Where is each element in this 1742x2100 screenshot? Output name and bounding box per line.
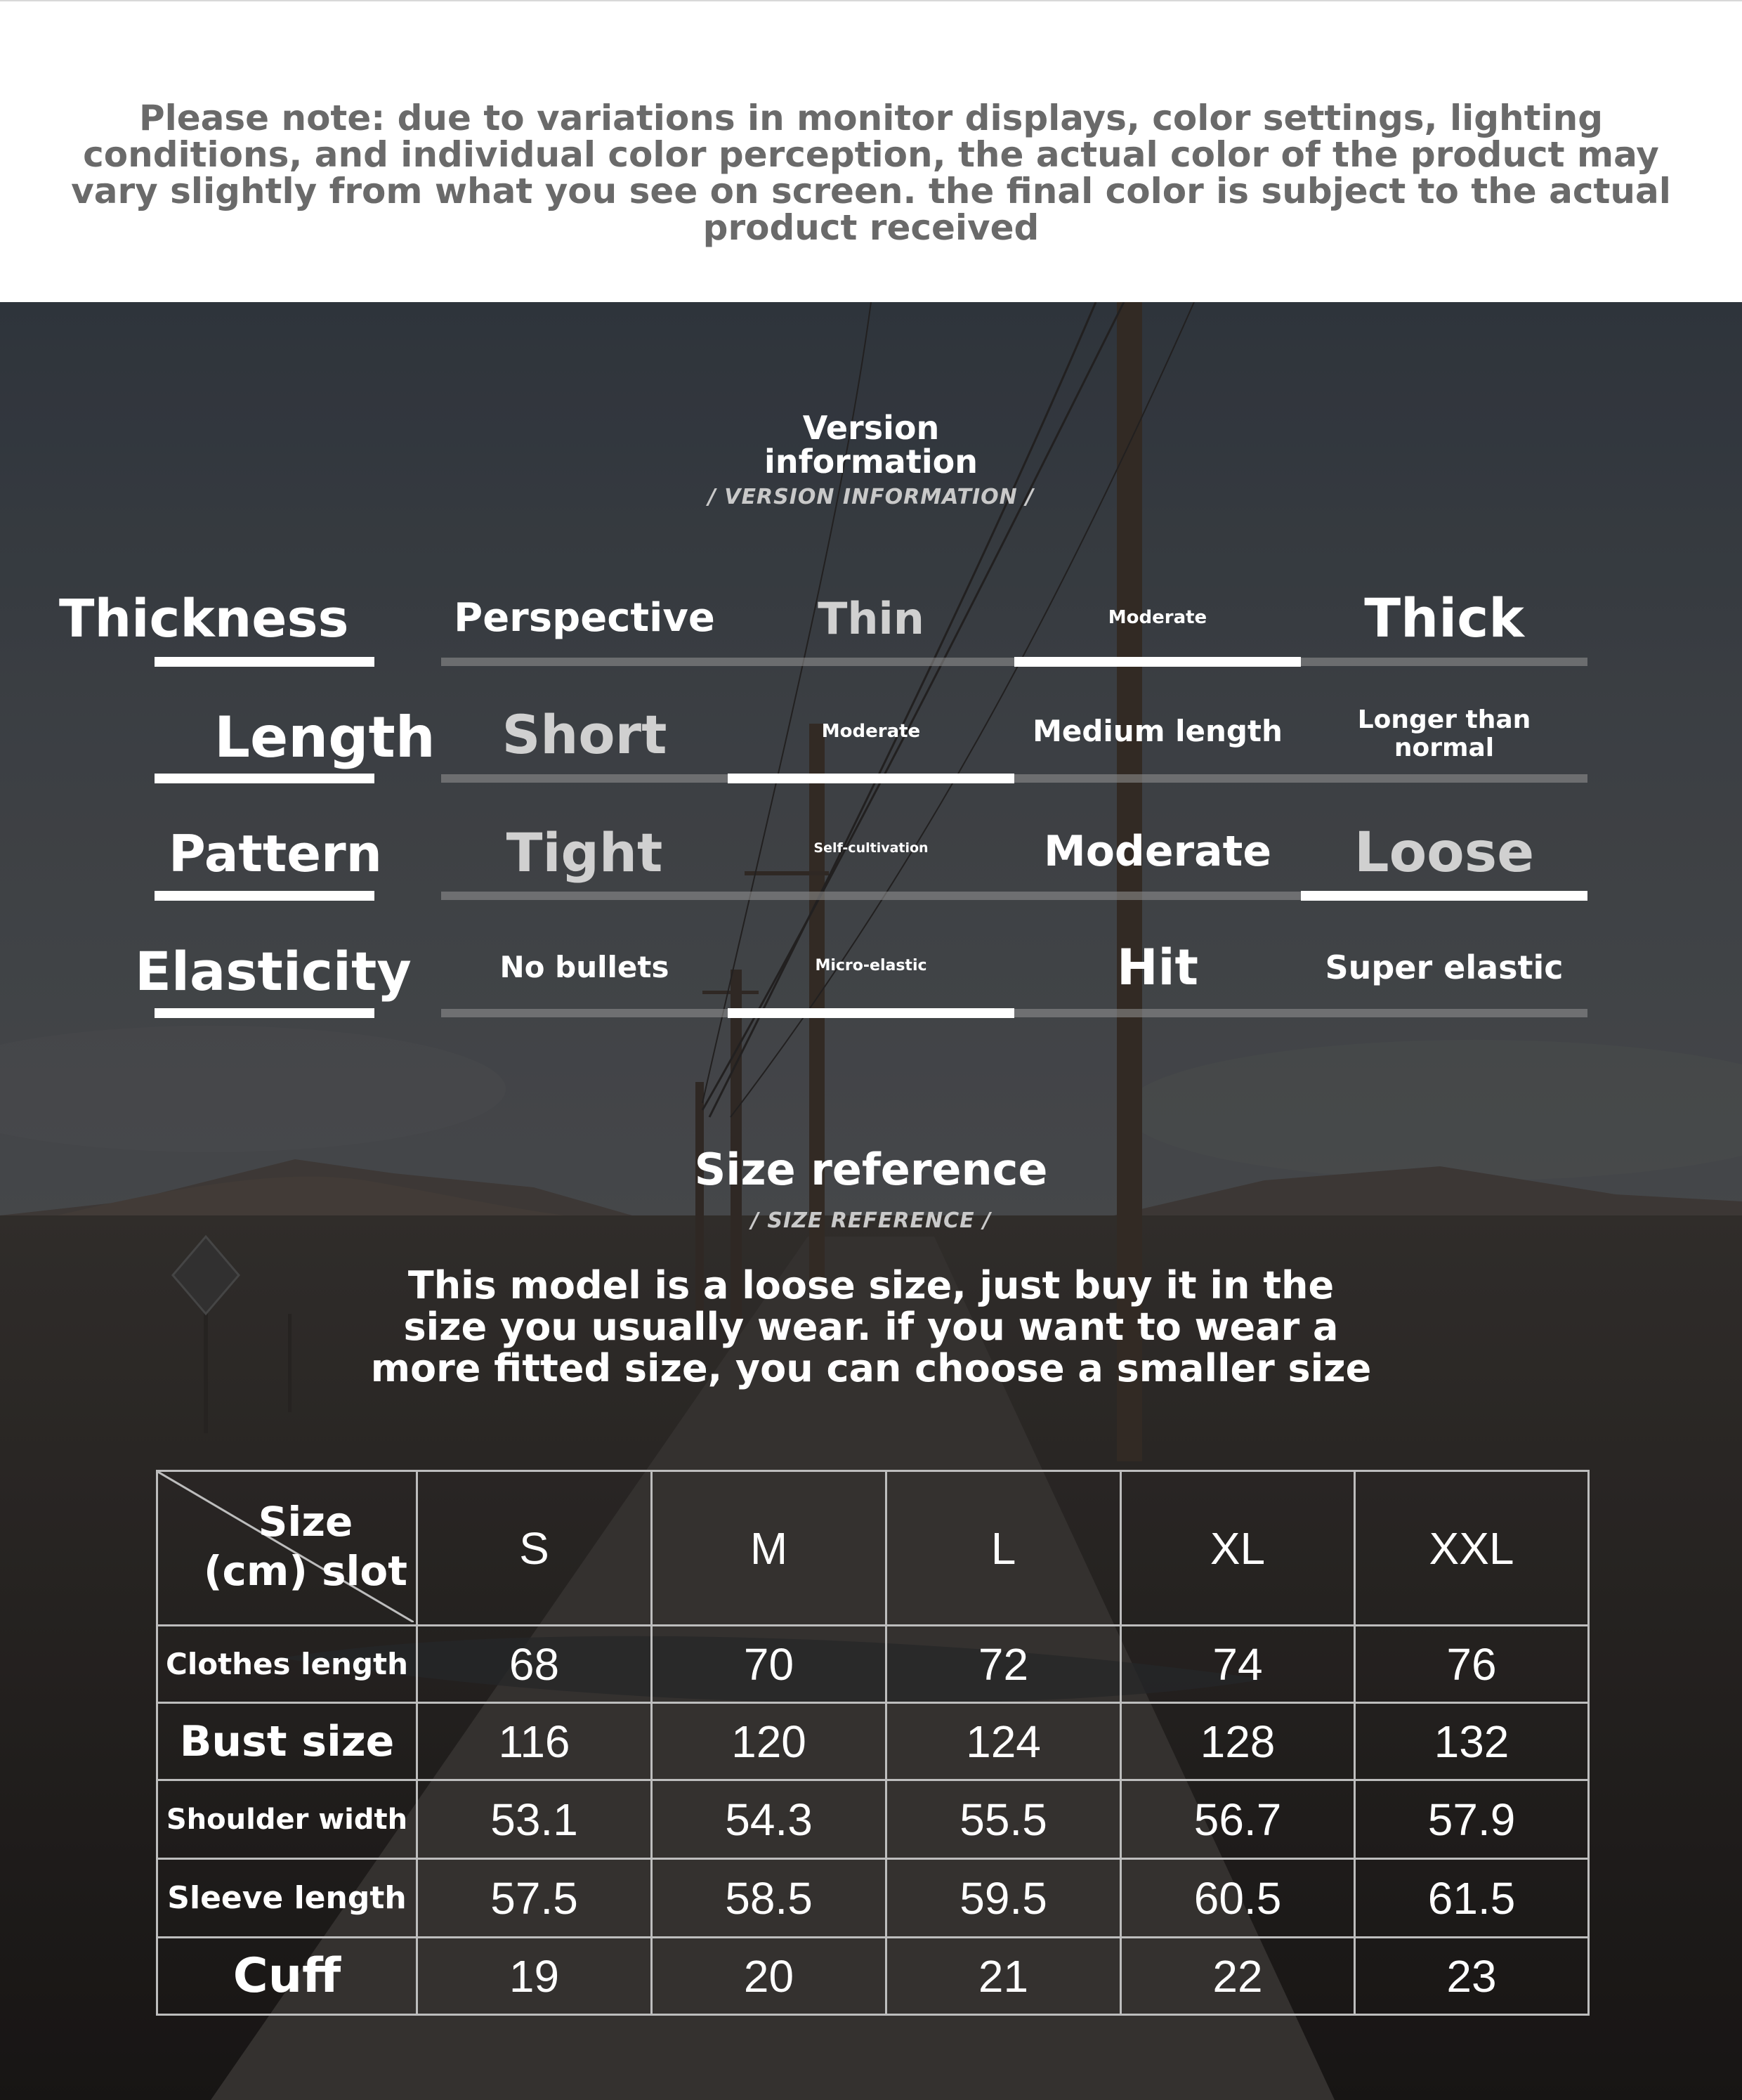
attr-option: Longer than normal <box>1357 705 1531 762</box>
table-cell: 19 <box>417 1938 652 2015</box>
column-header: S <box>417 1471 652 1626</box>
size-reference-description: This model is a loose size, just buy it in the size you usually wear. if you want to wear a more fitted size, you can choose a smaller size <box>370 1263 1372 1390</box>
table-cell: 70 <box>652 1626 886 1703</box>
column-header: M <box>652 1471 886 1626</box>
attr-option: Self-cultivation <box>813 840 929 856</box>
table-header-row <box>157 1471 1589 1626</box>
attr-label-elasticity: Elasticity <box>135 940 412 1003</box>
size-reference-subtitle: / SIZE REFERENCE / <box>750 1208 992 1233</box>
attr-label-thickness: Thickness <box>59 589 349 649</box>
color-notice-text: Please note: due to variations in monitor displays, color settings, lighting conditions, and individual color perception, the actual color of the product may vary slightly from what you see on screen. the final color is subject to the actual product received <box>71 98 1671 248</box>
version-subtitle: / VERSION INFORMATION / <box>707 485 1035 509</box>
table-cell: 23 <box>1355 1938 1589 2015</box>
attr-option-selected: Micro-elastic <box>815 957 927 974</box>
table-cell: 74 <box>1121 1626 1355 1703</box>
attr-label-length: Length <box>214 705 436 770</box>
attr-option: Thick <box>1364 587 1524 649</box>
table-cell: 22 <box>1121 1938 1355 2015</box>
table-cell: 128 <box>1121 1703 1355 1780</box>
attr-option: Thin <box>818 593 924 644</box>
table-cell: 56.7 <box>1121 1780 1355 1859</box>
table-cell: 61.5 <box>1355 1859 1589 1938</box>
row-label: Clothes length <box>157 1626 417 1703</box>
table-cell: 60.5 <box>1121 1859 1355 1938</box>
table-cell: 53.1 <box>417 1780 652 1859</box>
table-cell: 57.9 <box>1355 1780 1589 1859</box>
attr-option: No bullets <box>499 950 669 984</box>
table-cell: 20 <box>652 1938 886 2015</box>
attr-track <box>441 774 1587 783</box>
attr-option-selected: Moderate <box>821 721 921 742</box>
attr-underline <box>155 891 374 901</box>
version-title: Version information <box>764 409 978 481</box>
table-row <box>157 1626 1589 1703</box>
table-corner-label: Size (cm) slot <box>204 1498 407 1595</box>
attr-option: Tight <box>506 821 663 884</box>
table-row <box>157 1938 1589 2015</box>
table-row <box>157 1859 1589 1938</box>
table-row <box>157 1780 1589 1859</box>
attr-active-marker <box>728 1008 1014 1018</box>
attr-track <box>441 1009 1587 1017</box>
table-cell: 124 <box>886 1703 1121 1780</box>
column-header: XXL <box>1355 1471 1589 1626</box>
attr-label-pattern: Pattern <box>169 824 382 883</box>
attr-underline <box>155 774 374 783</box>
table-cell: 57.5 <box>417 1859 652 1938</box>
column-header: L <box>886 1471 1121 1626</box>
attr-option: Hit <box>1116 939 1199 996</box>
table-cell: 54.3 <box>652 1780 886 1859</box>
attr-option: Medium length <box>1033 714 1283 748</box>
row-label: Bust size <box>157 1703 417 1780</box>
table-cell: 58.5 <box>652 1859 886 1938</box>
attr-option: Super elastic <box>1325 948 1564 986</box>
size-reference-title: Size reference <box>694 1144 1048 1195</box>
color-notice-banner <box>0 0 1742 302</box>
table-cell: 21 <box>886 1938 1121 2015</box>
table-cell: 132 <box>1355 1703 1589 1780</box>
attr-active-marker <box>1301 891 1587 901</box>
attr-option: Short <box>502 703 667 766</box>
size-table <box>156 1470 1590 2016</box>
column-header: XL <box>1121 1471 1355 1626</box>
table-cell: 59.5 <box>886 1859 1121 1938</box>
attr-underline <box>155 1008 374 1018</box>
attr-active-marker <box>728 774 1014 783</box>
table-cell: 120 <box>652 1703 886 1780</box>
row-label: Shoulder width <box>157 1780 417 1859</box>
attr-underline <box>155 657 374 667</box>
row-label: Sleeve length <box>157 1859 417 1938</box>
row-label: Cuff <box>157 1938 417 2015</box>
attr-option-selected: Loose <box>1354 821 1535 885</box>
table-cell: 55.5 <box>886 1780 1121 1859</box>
attr-option-selected: Moderate <box>1108 607 1207 628</box>
table-corner-cell <box>157 1471 417 1626</box>
table-cell: 72 <box>886 1626 1121 1703</box>
attr-active-marker <box>1014 657 1301 667</box>
table-row <box>157 1703 1589 1780</box>
table-cell: 116 <box>417 1703 652 1780</box>
attr-option: Moderate <box>1043 827 1272 876</box>
table-cell: 68 <box>417 1626 652 1703</box>
attr-option: Perspective <box>454 595 715 641</box>
table-cell: 76 <box>1355 1626 1589 1703</box>
